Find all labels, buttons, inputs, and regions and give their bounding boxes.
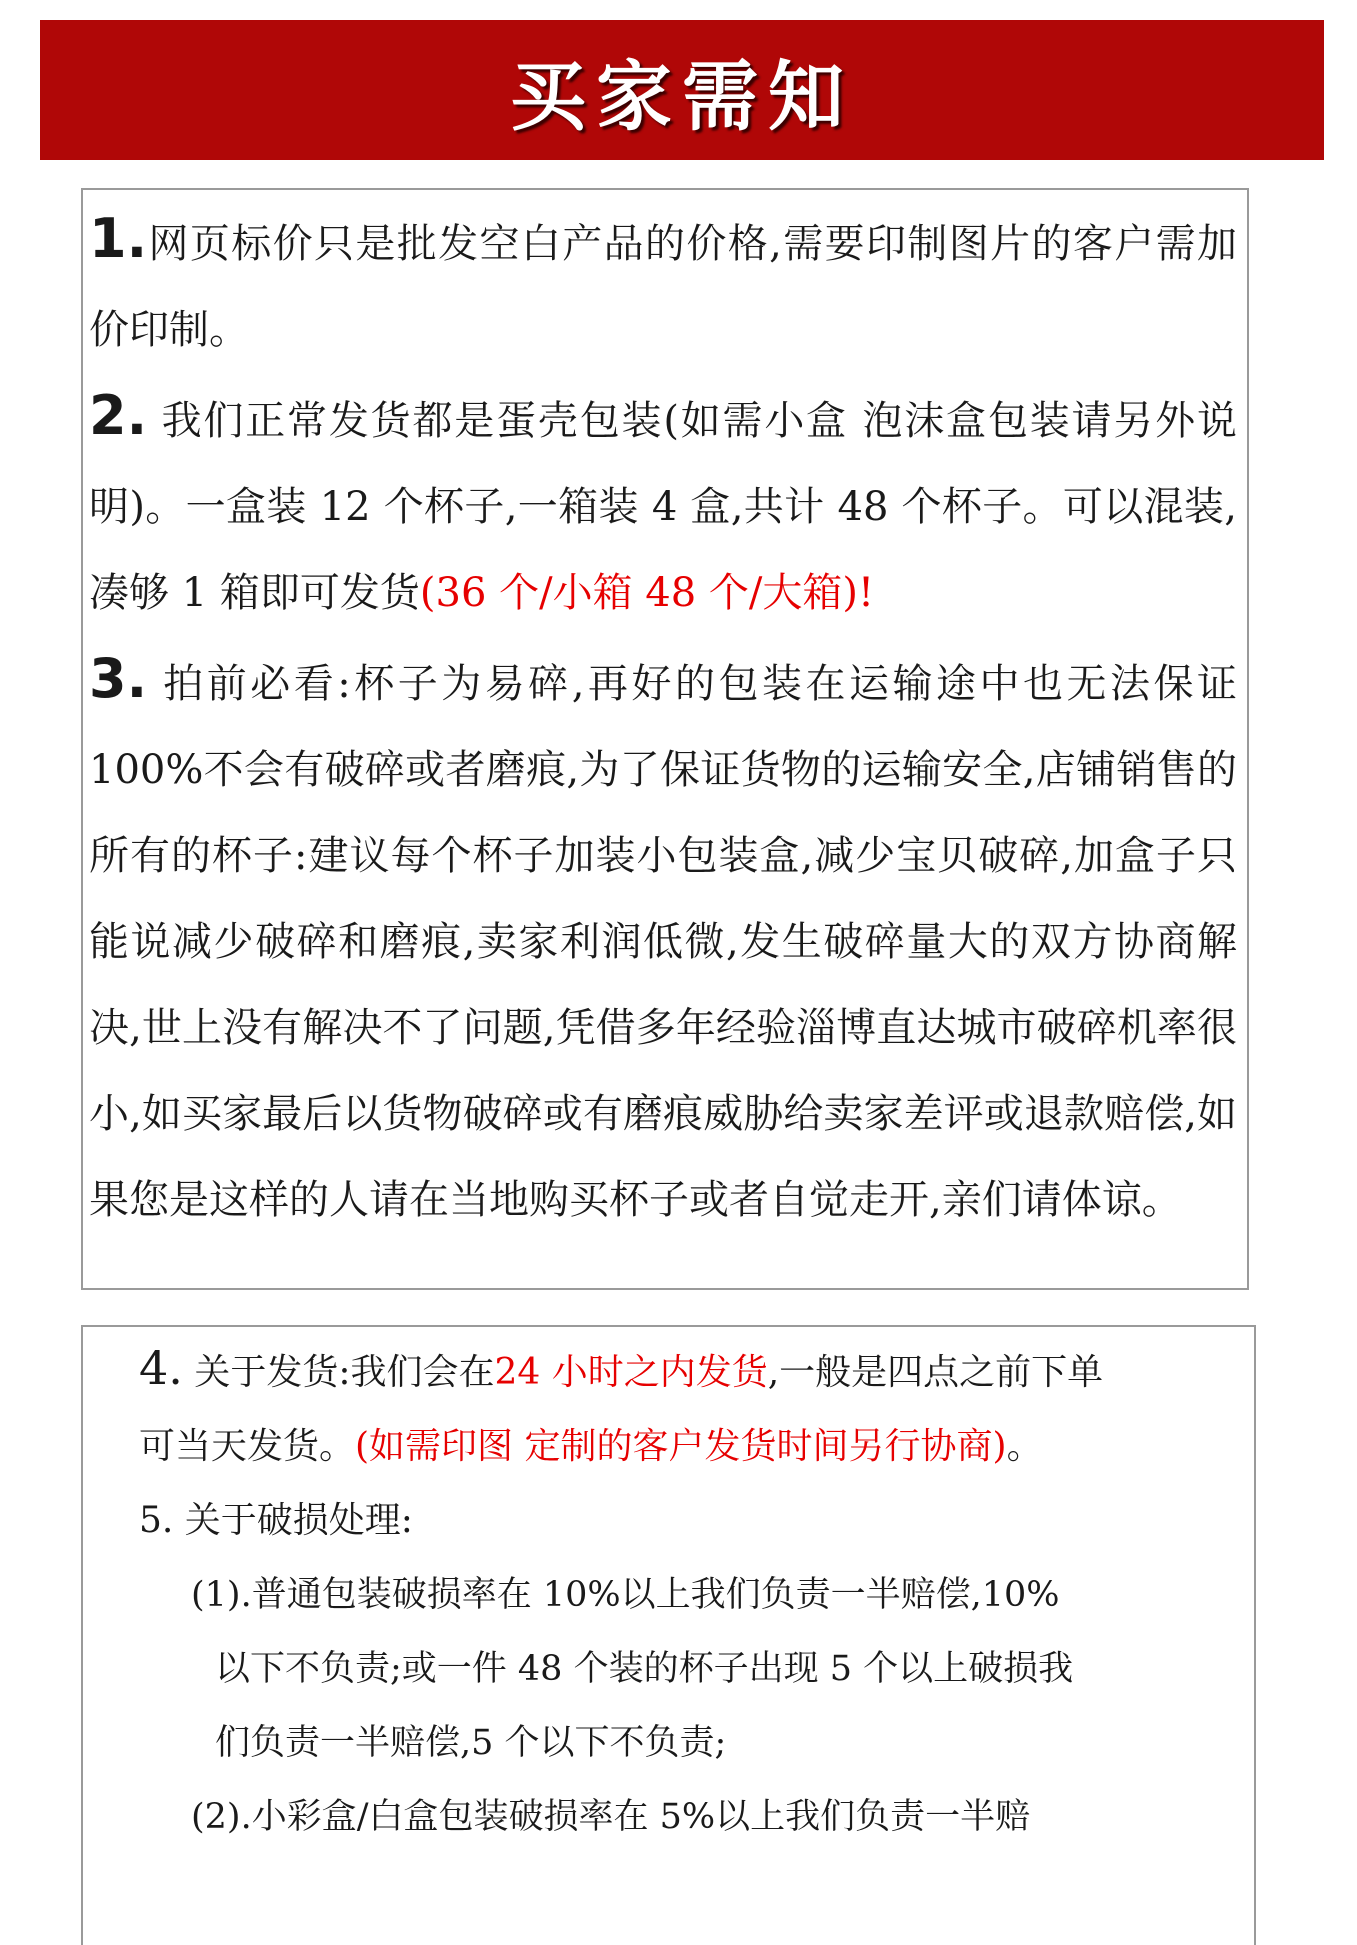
notice-item-2 xyxy=(89,373,1237,636)
notice-item-1 xyxy=(89,196,1237,373)
item-text: 我们正常发货都是蛋壳包装(如需小盒 泡沫盒包装请另外说明)。一盒装 12 个杯子,一箱装 4 盒,共计 48 个杯子。可以混装,凑够 1 箱即可发货 xyxy=(89,398,1237,616)
item-text: 关于发货:我们会在 xyxy=(182,1352,495,1393)
rule-text: (1).普通包装破损率在 10%以上我们负责一半赔偿,10% xyxy=(191,1575,1060,1615)
item-number: 3. xyxy=(89,647,148,710)
title-banner xyxy=(40,20,1324,160)
page-title: 买家需知 xyxy=(510,51,854,141)
notice-item-3 xyxy=(89,636,1237,1243)
item-number: 2. xyxy=(89,384,148,447)
item-highlight: 24 小时之内发货 xyxy=(494,1352,768,1393)
item-number: 1. xyxy=(89,207,148,270)
item-text: 。 xyxy=(1006,1426,1043,1467)
item-number: 4. xyxy=(139,1341,183,1395)
rule-text: (2).小彩盒/白盒包装破损率在 5%以上我们负责一半赔 xyxy=(191,1797,1031,1837)
notice-box-main xyxy=(81,188,1249,1290)
damage-rule-2 xyxy=(191,1780,1091,1854)
item-highlight: (36 个/小箱 48 个/大箱)! xyxy=(419,570,875,616)
rule-text: 以下不负责;或一件 48 个装的杯子出现 5 个以上破损我们负责一半赔偿,5 个以下不负责; xyxy=(215,1649,1074,1763)
notice-item-5-title: 5. 关于破损处理: xyxy=(139,1500,413,1541)
item-highlight: (如需印图 定制的客户发货时间另行协商) xyxy=(355,1426,1007,1467)
notice-item-4 xyxy=(139,1331,1139,1484)
item-text: ,一般是四点之前下单可当天发货。 xyxy=(139,1352,1104,1467)
damage-rule-1 xyxy=(191,1558,1091,1780)
item-text: 拍前必看:杯子为易碎,再好的包装在运输途中也无法保证 100%不会有破碎或者磨痕,为了保证货物的运输安全,店铺销售的所有的杯子:建议每个杯子加装小包装盒,减少宝贝破碎,加盒子只能说减少破碎和磨痕,卖家利润低微,发生破碎量大的双方协商解决,世上没有解决不了问题,凭借多年经验淄博直达城市破碎机率很小,如买家最后以货物破碎或有磨痕威胁给卖家差评或退款赔偿,如果您是这样的人请在当地购买杯子或者自觉走开,亲们请体谅。 xyxy=(89,661,1237,1223)
notice-box-shipping xyxy=(81,1325,1256,1945)
item-text: 网页标价只是批发空白产品的价格,需要印制图片的客户需加价印制。 xyxy=(89,221,1237,353)
